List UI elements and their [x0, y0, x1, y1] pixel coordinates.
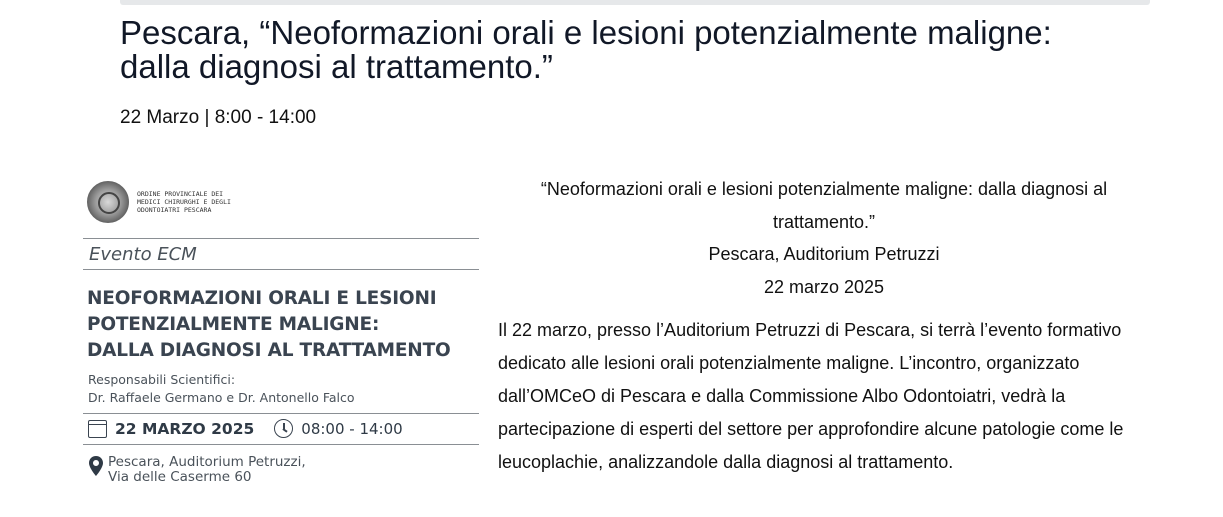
flyer-logo-row — [87, 180, 247, 224]
seal-logo-icon — [87, 181, 129, 223]
calendar-icon — [88, 420, 107, 438]
page-title: Pescara, “Neoformazioni orali e lesioni potenzialmente maligne: dalla diagnosi al trattamento.” — [120, 14, 1052, 85]
description-title: “Neoformazioni orali e lesioni potenzialmente maligne: dalla diagnosi al trattamento.” — [540, 179, 1108, 232]
flyer-time: 08:00 - 14:00 — [301, 419, 403, 438]
flyer-location-row — [89, 455, 306, 485]
description-paragraph: Il 22 marzo, presso l’Auditorium Petruzzi di Pescara, si terrà l’evento formativo dedicato alle lesioni orali potenzialmente maligne. L’incontro, organizzato dall’OMCeO di Pescara e dalla Commissione Albo Odontoiatri, vedrà la partecipazione di esperti del settore per approfondire alcune patologie come le leucoplachie, analizzandole dalla diagnosi al trattamento. — [498, 320, 1124, 472]
org-name: ORDINE PROVINCIALE DEI MEDICI CHIRURGHI E DEGLI ODONTOIATRI PESCARA — [137, 190, 231, 214]
description-date: 22 marzo 2025 — [763, 276, 885, 297]
responsabili-label: Responsabili Scientifici: — [88, 372, 236, 387]
clock-icon — [274, 419, 293, 438]
map-pin-icon — [89, 456, 103, 476]
flyer-divider — [83, 269, 479, 270]
description-venue: Pescara, Auditorium Petruzzi — [708, 244, 940, 264]
flyer-divider — [83, 238, 479, 239]
event-flyer-image — [83, 172, 479, 492]
event-type-label: Evento ECM — [89, 244, 197, 265]
location-line: Via delle Caserme 60 — [108, 469, 252, 485]
location-line: Pescara, Auditorium Petruzzi, — [108, 454, 306, 470]
event-description — [498, 173, 1153, 479]
flyer-heading-line: POTENZIALMENTE MALIGNE: — [87, 314, 380, 335]
flyer-divider — [83, 444, 479, 445]
event-date-time: 22 Marzo | 8:00 - 14:00 — [120, 107, 317, 128]
description-header — [498, 173, 1150, 303]
flyer-date-row — [88, 419, 403, 438]
flyer-date: 22 MARZO 2025 — [115, 419, 255, 438]
flyer-divider — [83, 413, 479, 414]
top-divider-bar — [120, 0, 1150, 5]
flyer-heading — [87, 286, 479, 364]
flyer-heading-line: NEOFORMAZIONI ORALI E LESIONI — [87, 288, 437, 309]
flyer-location — [108, 455, 306, 485]
responsabili-names: Dr. Raffaele Germano e Dr. Antonello Falco — [88, 390, 355, 405]
flyer-heading-line: DALLA DIAGNOSI AL TRATTAMENTO — [87, 340, 451, 361]
